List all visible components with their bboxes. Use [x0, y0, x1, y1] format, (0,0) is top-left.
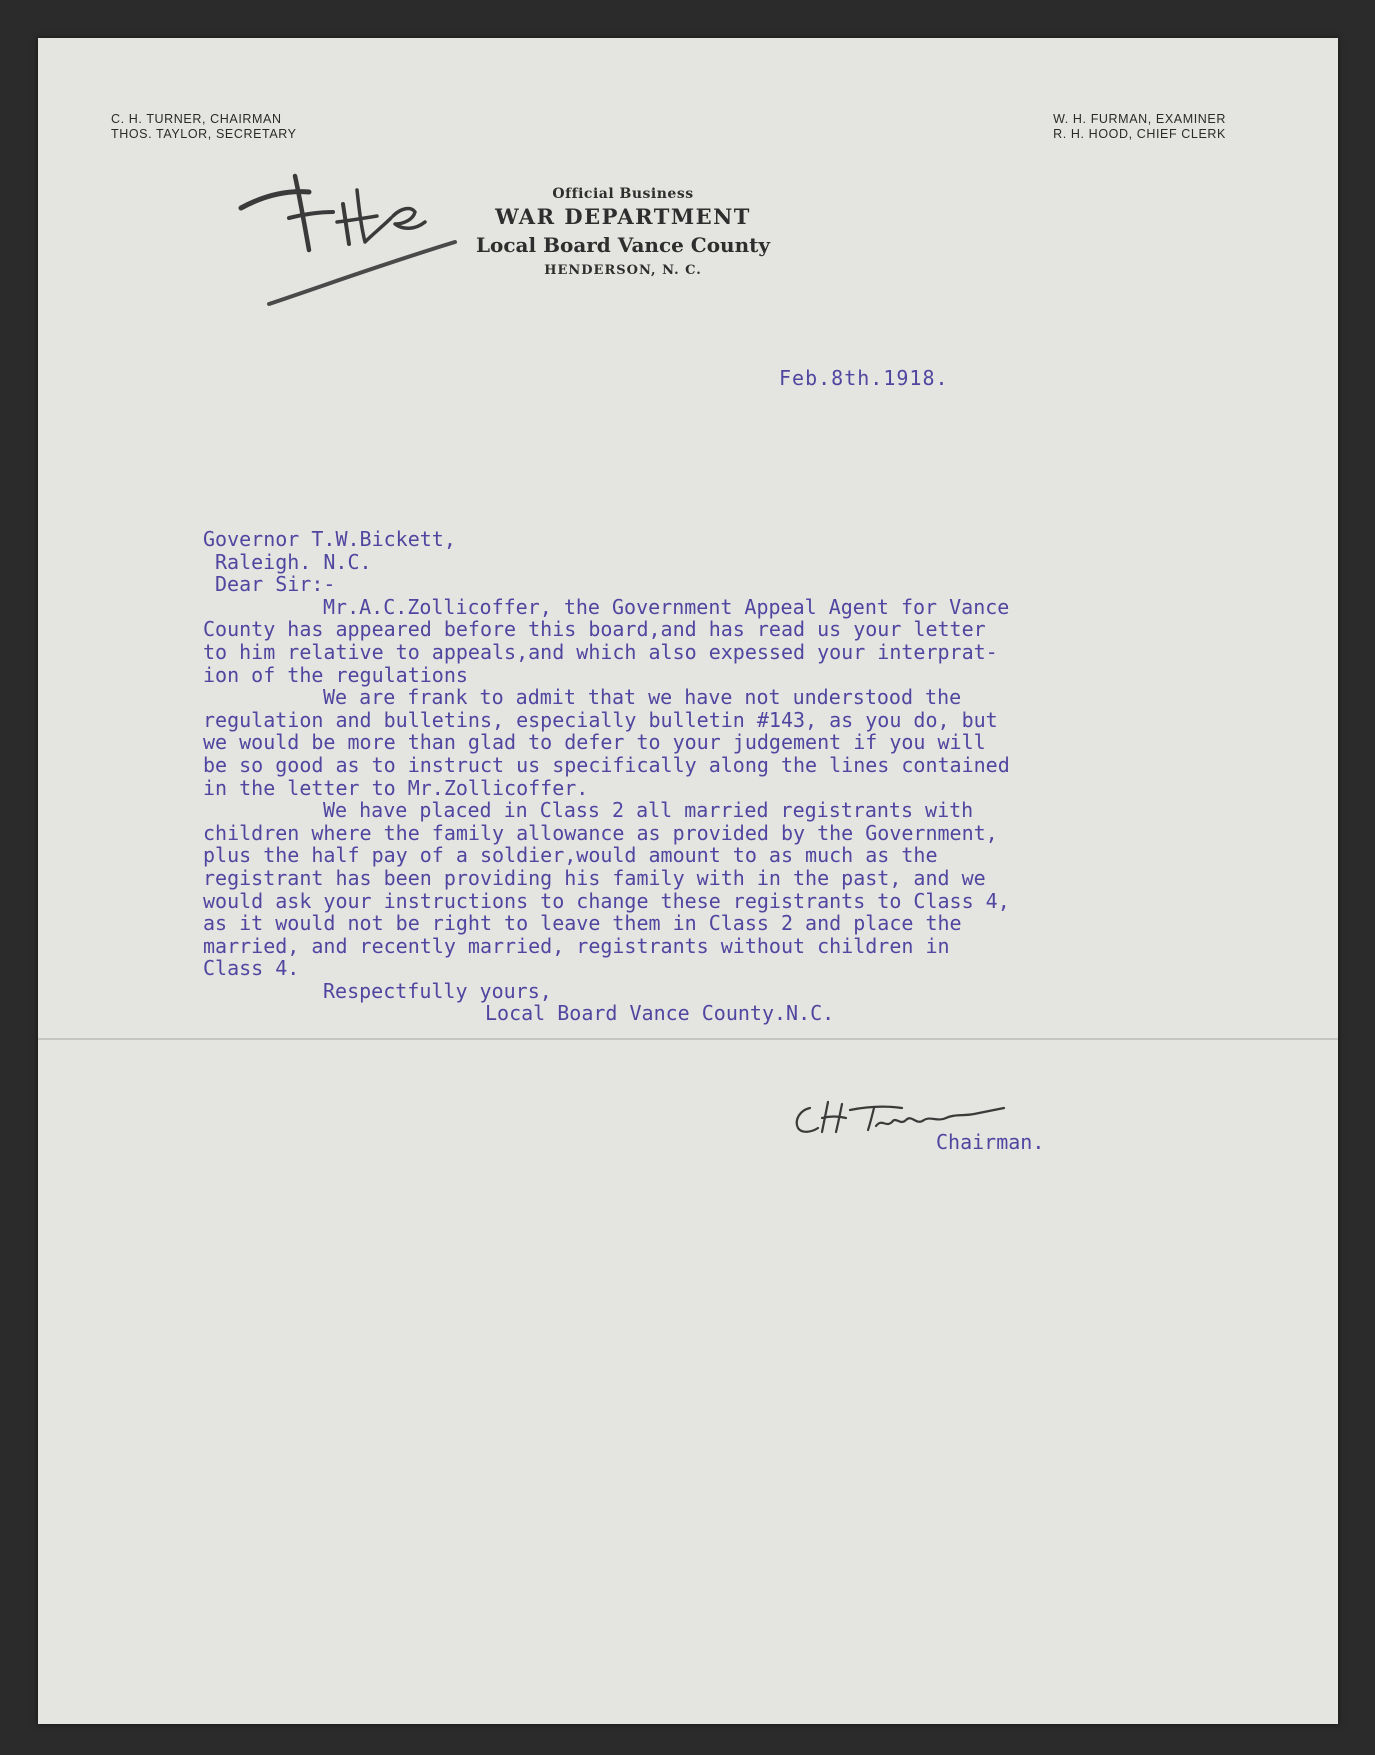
body-line: as it would not be right to leave them in Class 2 and place the [203, 911, 962, 936]
chief-clerk-name: R. H. HOOD, CHIEF CLERK [1053, 127, 1226, 141]
letter-date: Feb.8th.1918. [779, 366, 949, 390]
examiner-name: W. H. FURMAN, EXAMINER [1053, 112, 1226, 126]
body-line: County has appeared before this board,and has read us your letter [203, 617, 986, 642]
chairman-name: C. H. TURNER, CHAIRMAN [111, 112, 282, 126]
closing-salutation: Respectfully yours, [323, 978, 552, 1003]
board-officers-right [1053, 112, 1226, 142]
paper-fold-line [38, 1038, 1338, 1040]
body-line: Mr.A.C.Zollicoffer, the Government Appeal Agent for Vance [323, 594, 1010, 619]
address-line: Raleigh. N.C. [215, 549, 372, 574]
body-line: we would be more than glad to defer to your judgement if you will [203, 730, 986, 755]
body-line: to him relative to appeals,and which also expessed your interprat- [203, 639, 998, 664]
body-line: in the letter to Mr.Zollicoffer. [203, 775, 589, 800]
body-line: plus the half pay of a soldier,would amount to as much as the [203, 843, 938, 868]
secretary-name: THOS. TAYLOR, SECRETARY [111, 127, 297, 141]
letterhead [393, 186, 853, 278]
letter-page [38, 38, 1338, 1724]
local-board-title: Local Board Vance County [475, 233, 771, 257]
body-line: Class 4. [203, 956, 300, 981]
body-line: children where the family allowance as provided by the Government, [203, 820, 998, 845]
board-officers-left [111, 112, 297, 142]
body-line: We are frank to admit that we have not understood the [323, 685, 962, 710]
body-line: married, and recently married, registrants without children in [203, 933, 950, 958]
city-line: HENDERSON, N. C. [544, 263, 702, 278]
signer-title: Chairman. [936, 1130, 1045, 1154]
body-line: We have placed in Class 2 all married registrants with [323, 798, 974, 823]
address-line: Governor T.W.Bickett, [203, 527, 456, 551]
department-title: WAR DEPARTMENT [495, 204, 751, 229]
letter-body [203, 528, 1253, 1025]
closing-organization: Local Board Vance County.N.C. [485, 1001, 835, 1026]
body-line: ion of the regulations [203, 662, 468, 687]
official-business-label: Official Business [552, 186, 694, 202]
body-line: would ask your instructions to change these registrants to Class 4, [203, 888, 1010, 913]
body-line: registrant has been providing his family with in the past, and we [203, 865, 986, 890]
body-line: be so good as to instruct us specifically along the lines contained [203, 752, 1010, 777]
salutation: Dear Sir:- [215, 572, 336, 597]
body-line: regulation and bulletins, especially bulletin #143, as you do, but [203, 707, 998, 732]
